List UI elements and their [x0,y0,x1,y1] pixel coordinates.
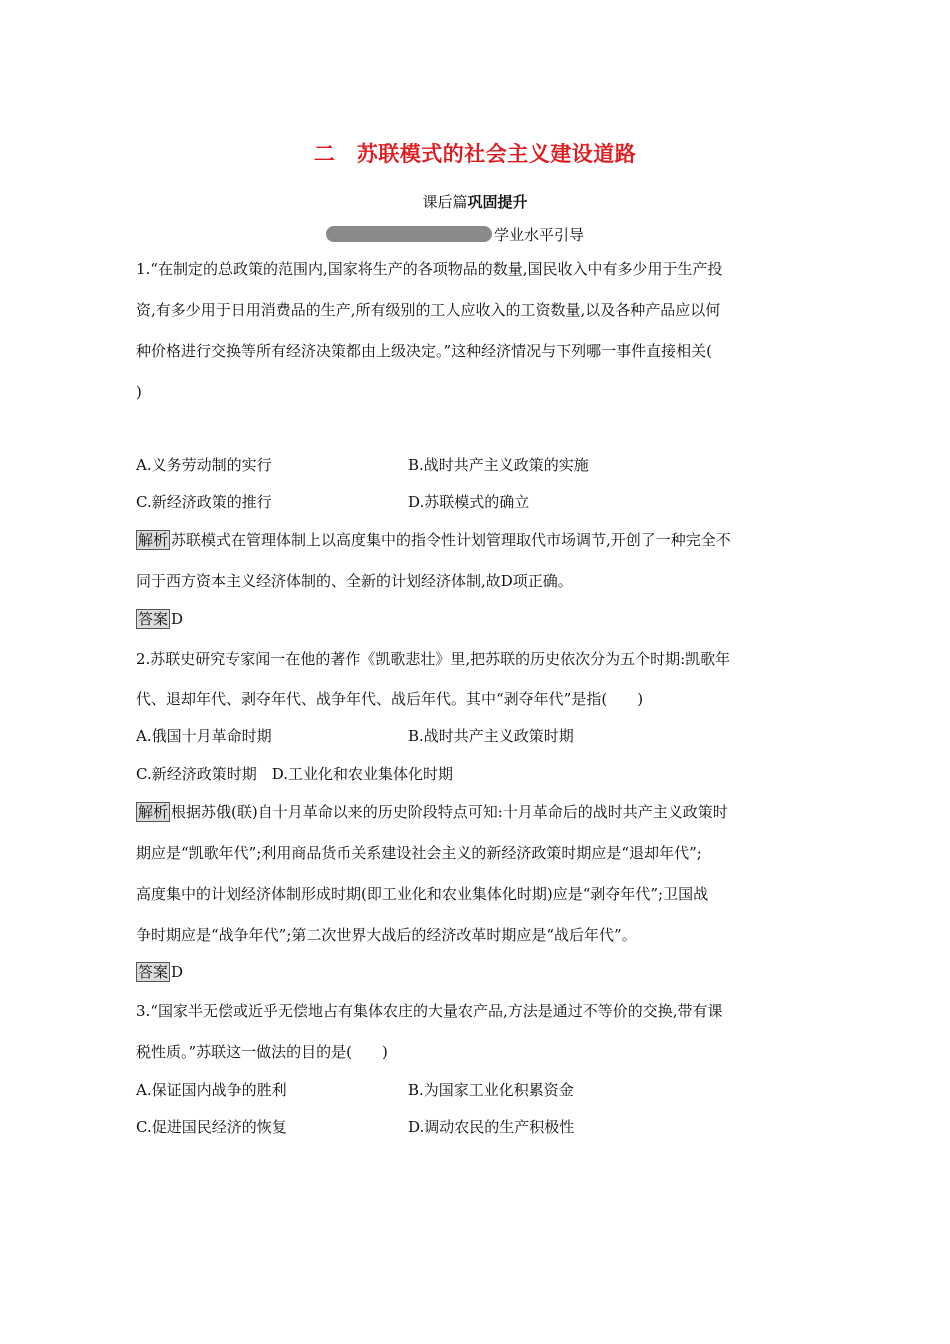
q2-analysis-line1 [136,802,728,822]
subtitle-prefix: 课后篇 [422,193,468,211]
banner-label: 学业水平引导 [494,225,585,244]
section-banner [326,222,584,246]
q1-stem-line3: 种价格进行交换等所有经济决策都由上级决定。”这种经济情况与下列哪一事件直接相关( [136,342,713,360]
answer-label: 答案 [138,610,169,628]
q1-option-d: D.苏联模式的确立 [408,493,530,511]
q3-stem-line1: 3.“国家半无偿或近乎无偿地占有集体农庄的大量农产品,方法是通过不等价的交换,带有课 [136,1002,723,1020]
q2-option-a: A.俄国十月革命时期 [136,727,272,745]
q1-answer [136,609,183,629]
q3-option-b: B.为国家工业化积累资金 [408,1081,574,1099]
q1-stem-line4: ) [136,383,142,401]
q1-answer-value: D [171,610,184,628]
q3-option-d: D.调动农民的生产积极性 [408,1118,575,1136]
q3-option-a: A.保证国内战争的胜利 [136,1081,287,1099]
q1-stem-line1: 1.“在制定的总政策的范围内,国家将生产的各项物品的数量,国民收入中有多少用于生产投 [136,260,723,278]
q1-analysis-line1 [136,530,731,550]
q2-stem-line1: 2.苏联史研究专家闻一在他的著作《凯歌悲壮》里,把苏联的历史依次分为五个时期:凯歌年 [136,650,731,668]
analysis-label: 解析 [138,531,169,549]
subtitle-bold: 巩固提升 [467,193,528,211]
q1-option-c: C.新经济政策的推行 [136,493,272,511]
q2-analysis-line4: 争时期应是“战争年代”;第二次世界大战后的经济改革时期应是“战后年代”。 [136,926,637,944]
page-title: 二 苏联模式的社会主义建设道路 [313,142,637,166]
q2-analysis-line3: 高度集中的计划经济体制形成时期(即工业化和农业集体化时期)应是“剥夺年代”;卫国战 [136,885,709,903]
q1-option-b: B.战时共产主义政策的实施 [408,456,589,474]
answer-label: 答案 [138,963,169,981]
banner-pill [326,226,492,242]
q2-analysis-line2: 期应是“凯歌年代”;利用商品货币关系建设社会主义的新经济政策时期应是“退却年代”; [136,844,702,862]
q1-option-a: A.义务劳动制的实行 [136,456,272,474]
q2-option-cd: C.新经济政策时期 D.工业化和农业集体化时期 [136,765,453,783]
section-subtitle [0,191,950,212]
analysis-label: 解析 [138,803,169,821]
q2-answer-value: D [171,963,184,981]
q2-stem-line2: 代、退却年代、剥夺年代、战争年代、战后年代。其中“剥夺年代”是指( ) [136,690,644,708]
q2-analysis-text1: 根据苏俄(联)自十月革命以来的历史阶段特点可知:十月革命后的战时共产主义政策时 [171,803,728,821]
q1-analysis-line2: 同于西方资本主义经济体制的、全新的计划经济体制,故D项正确。 [136,572,573,590]
q2-option-b: B.战时共产主义政策时期 [408,727,574,745]
q3-option-c: C.促进国民经济的恢复 [136,1118,287,1136]
q3-stem-line2: 税性质。”苏联这一做法的目的是( ) [136,1043,388,1061]
q2-answer [136,962,183,982]
q1-stem-line2: 资,有多少用于日用消费品的生产,所有级别的工人应收入的工资数量,以及各种产品应以何 [136,301,721,319]
q1-analysis-text1: 苏联模式在管理体制上以高度集中的指令性计划管理取代市场调节,开创了一种完全不 [171,531,731,549]
